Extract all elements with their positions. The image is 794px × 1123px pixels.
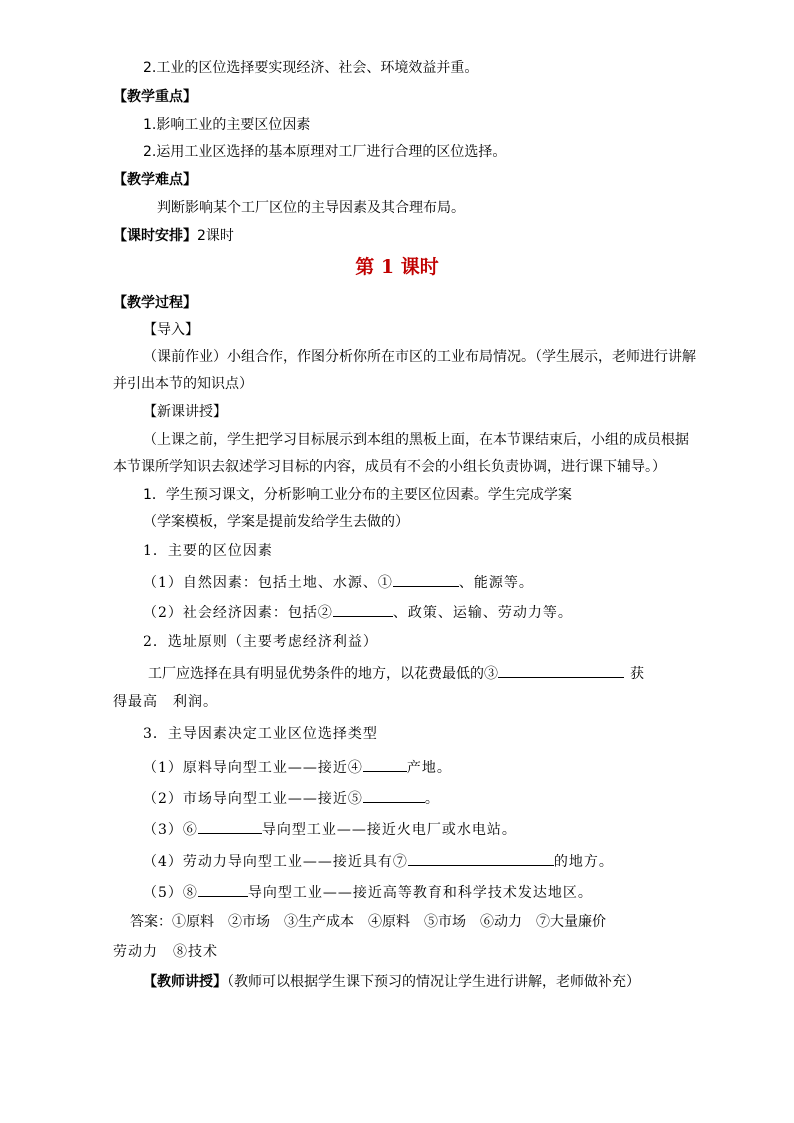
key-point-2: 2.运用工业区选择的基本原理对工厂进行合理的区位选择。: [143, 144, 507, 160]
process-heading: 【教学过程】: [113, 295, 197, 311]
worksheet-site-principle-2: 得最高 利润。: [113, 694, 218, 710]
difficulties-text: 判断影响某个工厂区位的主导因素及其合理布局。: [157, 200, 465, 216]
worksheet-section-2-title: 2．选址原则（主要考虑经济利益）: [143, 634, 378, 650]
step-1: 1．学生预习课文，分析影响工业分布的主要区位因素。学生完成学案: [143, 487, 572, 503]
blank-7: [408, 850, 554, 866]
worksheet-type-2: [143, 787, 440, 807]
intro-text-2: 并引出本节的知识点）: [113, 376, 253, 392]
blank-2: [333, 601, 393, 617]
intro-label: 【导入】: [143, 322, 199, 338]
objective-item-2: 2.工业的区位选择要实现经济、社会、环境效益并重。: [143, 60, 479, 76]
blank-4: [363, 756, 407, 772]
worksheet-social-factors: [143, 601, 573, 621]
new-lesson-label: 【新课讲授】: [143, 404, 227, 420]
key-point-1: 1.影响工业的主要区位因素: [143, 117, 311, 133]
type-2-end: 。: [424, 791, 440, 807]
difficulties-heading: 【教学难点】: [113, 172, 197, 188]
key-points-heading: 【教学重点】: [113, 89, 197, 105]
type-1-end: 产地。: [406, 760, 452, 776]
blank-3: [498, 662, 624, 678]
schedule-heading: 【课时安排】: [113, 228, 197, 244]
social-factors-text: （2）社会经济因素：包括②: [143, 605, 333, 621]
worksheet-type-4: [143, 850, 614, 870]
blank-8: [198, 881, 248, 897]
worksheet-site-principle: [148, 662, 644, 682]
teacher-lecture-line: [143, 972, 640, 992]
blank-6: [198, 818, 262, 834]
worksheet-type-5: [143, 881, 593, 901]
template-note: （学案模板，学案是提前发给学生去做的）: [143, 514, 409, 530]
worksheet-type-1: [143, 756, 452, 776]
blank-5: [363, 787, 425, 803]
type-2-text: （2）市场导向型工业——接近⑤: [143, 791, 363, 807]
schedule-line: [113, 226, 234, 246]
intro-text-1: （课前作业）小组合作，作图分析你所在市区的工业布局情况。（学生展示，老师进行讲解: [143, 349, 696, 365]
new-lesson-text-2: 本节课所学知识去叙述学习目标的内容，成员有不会的小组长负责协调，进行课下辅导。）: [113, 459, 666, 475]
type-4-text: （4）劳动力导向型工业——接近具有⑦: [143, 854, 408, 870]
worksheet-natural-factors: [143, 571, 534, 591]
type-3-end: 导向型工业——接近火电厂或水电站。: [261, 822, 517, 838]
blank-1: [393, 571, 459, 587]
site-principle-end: 获: [630, 666, 644, 682]
site-principle-text: 工厂应选择在具有明显优势条件的地方，以花费最低的③: [148, 666, 498, 682]
type-1-text: （1）原料导向型工业——接近④: [143, 760, 363, 776]
teacher-lecture-label: 【教师讲授】: [143, 974, 227, 990]
answers-line-1: 答案：①原料 ②市场 ③生产成本 ④原料 ⑤市场 ⑥动力 ⑦大量廉价: [130, 914, 606, 930]
worksheet-section-3-title: 3．主导因素决定工业区位选择类型: [143, 726, 378, 742]
answers-line-2: 劳动力 ⑧技术: [113, 944, 218, 960]
natural-factors-text: （1）自然因素：包括土地、水源、①: [143, 575, 393, 591]
type-4-end: 的地方。: [553, 854, 614, 870]
type-3-text: （3）⑥: [143, 822, 198, 838]
new-lesson-text-1: （上课之前，学生把学习目标展示到本组的黑板上面，在本节课结束后，小组的成员根据: [143, 432, 689, 448]
schedule-text: 2课时: [197, 228, 234, 244]
type-5-text: （5）⑧: [143, 885, 198, 901]
social-factors-end: 、政策、运输、劳动力等。: [392, 605, 573, 621]
worksheet-section-1-title: 1．主要的区位因素: [143, 543, 273, 559]
natural-factors-end: 、能源等。: [458, 575, 534, 591]
teacher-lecture-text: （教师可以根据学生课下预习的情况让学生进行讲解，老师做补充）: [227, 974, 640, 990]
lesson-title: 第 1 课时: [355, 256, 439, 278]
type-5-end: 导向型工业——接近高等教育和科学技术发达地区。: [247, 885, 593, 901]
worksheet-type-3: [143, 818, 517, 838]
